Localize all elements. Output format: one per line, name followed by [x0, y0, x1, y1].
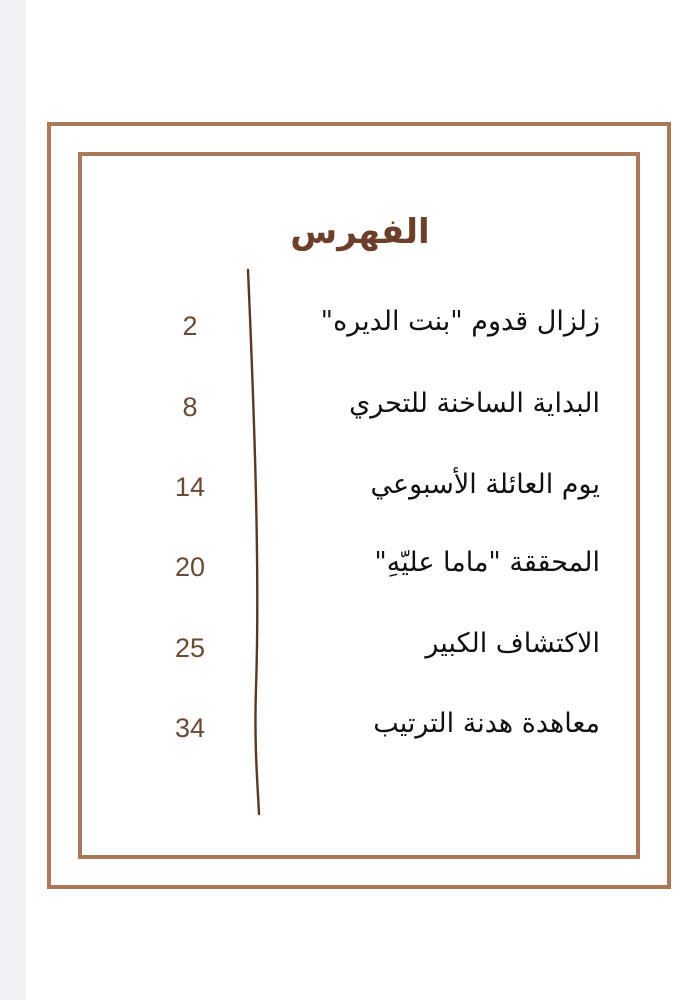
toc-entry-page-4: 20	[174, 552, 206, 582]
toc-entry-page-1: 2	[182, 311, 198, 341]
toc-entry-title-6[interactable]: معاهدة هدنة الترتيب	[373, 708, 600, 739]
vertical-divider-line	[238, 268, 268, 816]
toc-entry-page-2: 8	[182, 392, 198, 422]
toc-title: الفهرس	[290, 212, 430, 252]
toc-entry-title-5[interactable]: الاكتشاف الكبير	[425, 628, 600, 659]
toc-entry-page-6: 34	[174, 713, 206, 743]
toc-entry-title-2[interactable]: البداية الساخنة للتحري	[349, 388, 600, 419]
toc-entry-title-1[interactable]: زلزال قدوم "بنت الديره"	[320, 306, 600, 337]
toc-entry-title-3[interactable]: يوم العائلة الأسبوعي	[370, 469, 600, 500]
toc-entry-page-5: 25	[174, 633, 206, 663]
toc-entry-page-3: 14	[174, 472, 206, 502]
toc-entry-title-4[interactable]: المحققة "ماما عليّهِ"	[374, 547, 600, 578]
